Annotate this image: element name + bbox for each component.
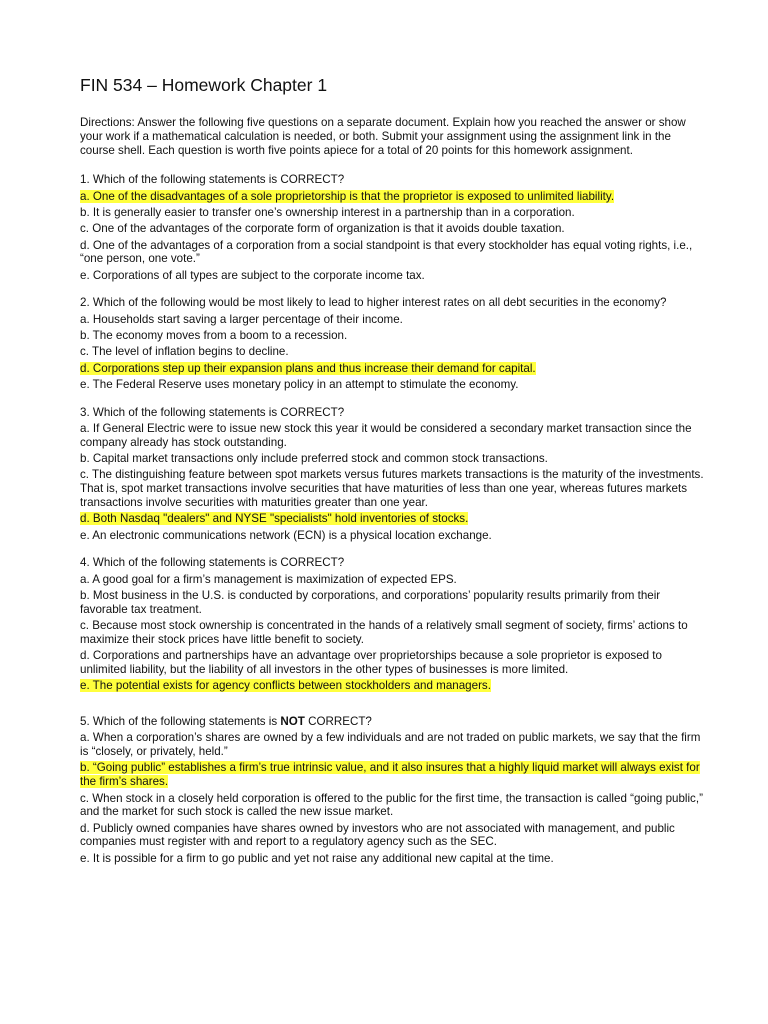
answer-option: e. An electronic communications network (ECN) is a physical location exchange.: [80, 528, 492, 542]
question-4: [80, 556, 708, 693]
question-stem: [80, 715, 708, 729]
question-stem: 4. Which of the following statements is CORRECT?: [80, 556, 345, 570]
answer-option: e. It is possible for a firm to go public and yet not raise any additional new capital at the time.: [80, 851, 554, 865]
answer-option: c. One of the advantages of the corporate form of organization is that it avoids double taxation.: [80, 222, 565, 236]
answer-option: c. When stock in a closely held corporation is offered to the public for the first time, the transaction is called “going public,” and the market for such stock is called the new issue market.: [80, 791, 703, 819]
answer-option: d. One of the advantages of a corporation from a social standpoint is that every stockholder has equal voting rights, i.e., “one person, one vote.”: [80, 238, 693, 266]
answer-option: c. The level of inflation begins to decline.: [80, 345, 289, 359]
answer-option: a. When a corporation’s shares are owned by a few individuals and are not traded on public markets, we say that the firm is “closely, or privately, held.”: [80, 731, 701, 759]
answer-option: e. Corporations of all types are subject to the corporate income tax.: [80, 268, 425, 282]
answer-option: c. Because most stock ownership is concentrated in the hands of a relatively small segment of society, firms’ actions to maximize their stock prices have little benefit to society.: [80, 619, 688, 646]
answer-option: a. Households start saving a larger percentage of their income.: [80, 312, 403, 326]
answer-option-highlighted: a. One of the disadvantages of a sole proprietorship is that the proprietor is exposed to unlimited liability.: [80, 189, 615, 203]
question-stem: 2. Which of the following would be most likely to lead to higher interest rates on all debt securities in the economy?: [80, 296, 667, 310]
page-title: FIN 534 – Homework Chapter 1: [80, 75, 328, 95]
answer-option: a. A good goal for a firm’s management is maximization of expected EPS.: [80, 572, 457, 586]
answer-option-highlighted: e. The potential exists for agency conflicts between stockholders and managers.: [80, 679, 491, 693]
question-stem: 3. Which of the following statements is CORRECT?: [80, 405, 345, 419]
answer-option: e. The Federal Reserve uses monetary policy in an attempt to stimulate the economy.: [80, 377, 519, 391]
question-1: [80, 173, 708, 282]
document-page: [80, 74, 708, 880]
question-stem-emphasis: NOT: [280, 715, 305, 729]
answer-option: d. Publicly owned companies have shares owned by investors who are not associated with management, and public companies must register with and report to a regulatory agency such as the SEC.: [80, 821, 675, 849]
answer-option: b. The economy moves from a boom to a recession.: [80, 329, 348, 343]
question-2: [80, 296, 708, 391]
answer-option: b. It is generally easier to transfer one’s ownership interest in a partnership than in a corporation.: [80, 205, 575, 219]
answer-option: d. Corporations and partnerships have an advantage over proprietorships because a sole proprietor is exposed to unlimited liability, but the liability of all investors in the other types of businesses is more limited.: [80, 649, 662, 676]
question-stem-suffix: CORRECT?: [304, 715, 372, 729]
answer-option: c. The distinguishing feature between spot markets versus futures markets transactions is the maturity of the investments. That is, spot market transactions involve securities that have maturities of less than one year, whereas futures markets transactions involve securities with maturities greater than one year.: [80, 468, 704, 510]
answer-option: a. If General Electric were to issue new stock this year it would be considered a secondary market transaction since the company already has stock outstanding.: [80, 422, 692, 449]
answer-option-highlighted: d. Both Nasdaq "dealers" and NYSE "specialists" hold inventories of stocks.: [80, 512, 469, 526]
answer-option: b. Most business in the U.S. is conducted by corporations, and corporations’ popularity results primarily from their favorable tax treatment.: [80, 589, 661, 616]
answer-option: b. Capital market transactions only include preferred stock and common stock transactions.: [80, 452, 548, 466]
directions-paragraph: Directions: Answer the following five questions on a separate document. Explain how you reached the answer or show your work if a mathematical calculation is needed, or both. Submit your assignment using the assignment link in the course shell. Each question is worth five points apiece for a total of 20 points for this homework assignment.: [80, 116, 686, 157]
question-3: [80, 406, 708, 543]
question-stem-prefix: 5. Which of the following statements is: [80, 715, 281, 729]
answer-option-highlighted: d. Corporations step up their expansion plans and thus increase their demand for capital.: [80, 361, 536, 375]
answer-option-highlighted: b. “Going public” establishes a firm’s true intrinsic value, and it also insures that a highly liquid market will always exist for the firm’s shares.: [80, 761, 700, 789]
question-5: [80, 715, 708, 865]
question-stem: 1. Which of the following statements is CORRECT?: [80, 173, 345, 187]
